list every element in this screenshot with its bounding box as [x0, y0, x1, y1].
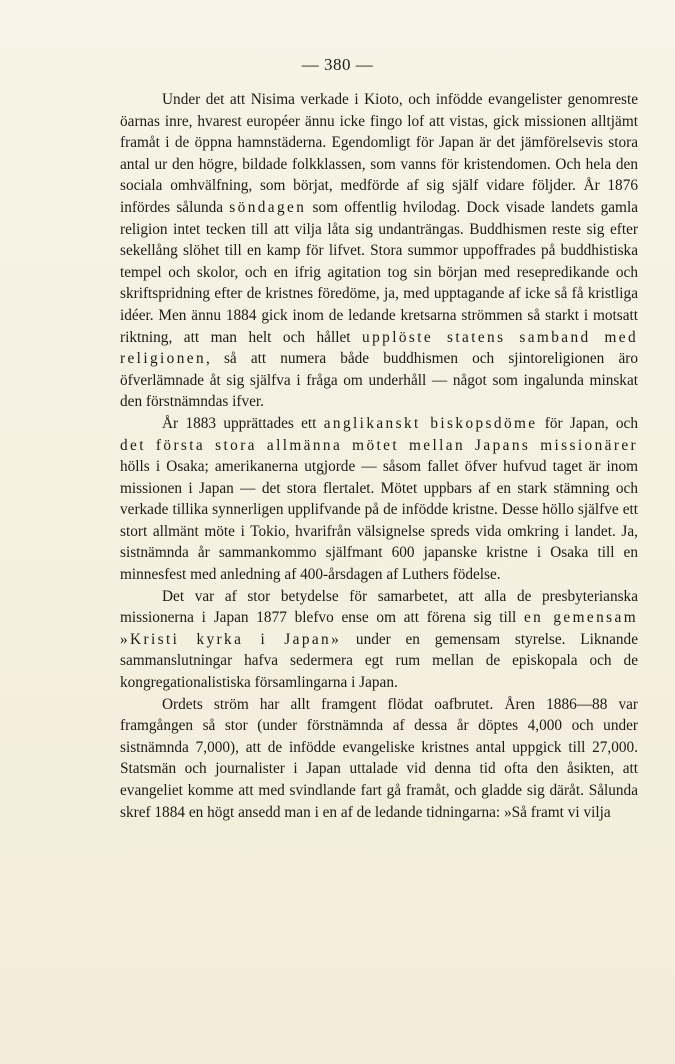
- paragraph-2: [120, 413, 638, 586]
- emphasized-text: det första stora allmänna mötet mellan Japans missionärer: [120, 436, 638, 454]
- text-segment: Ordets ström har allt framgent flödat oafbrutet. Åren 1886—88 var framgången så stor (under förstnämnda af dessa år döptes 4,000 och under sistnämnda 7,000), att de infödde evangeliske kristnes antal uppgick till 27,000. Statsmän och journalister i Japan uttalade vid denna tid ofta den åsikten, att evangeliet komme att med svindlande fart gå framåt, och gladde sig däråt. Sålunda skref 1884 en högt ansedd man i en af de ledande tidningarna: »Så framt vi vilja: [120, 695, 638, 821]
- text-segment: för Japan, och: [537, 414, 638, 432]
- text-segment: hölls i Osaka; amerikanerna utgjorde — såsom fallet öfver hufvud taget är inom missionen i Japan — det stora flertalet. Mötet uppbars af en stark stämning och verkade tillika synnerligen upplifvande på de infödde kristne. Desse höllo själfve ett stort allmänt möte i Tokio, hvarifrån välsignelse spreds vida omkring i landet. Ja, sistnämnda år sammankommo själfmant 600 japanske kristne i Osaka till en minnesfest med anledning af 400-årsdagen af Luthers födelse.: [120, 458, 638, 584]
- text-segment: År 1883 upprättades ett: [162, 414, 324, 432]
- text-segment: Det var af stor betydelse för samarbetet, att alla de presbyterianska missionerna i Japan 1877 blefvo ense om att förena sig till: [120, 587, 638, 627]
- emphasized-text: söndagen: [229, 198, 307, 216]
- text-segment: , så att numera både buddhismen och sjintoreligionen äro öfverlämnade åt sig själfva i fråga om underhåll — något som ingalunda minskat den förstnämndas ifver.: [120, 350, 638, 411]
- emphasized-text: anglikanskt biskopsdöme: [323, 414, 538, 432]
- body-text: [120, 89, 638, 823]
- page-number: — 380 —: [301, 55, 374, 74]
- paragraph-4: [120, 694, 638, 824]
- emphasized-text: en gemensam »Kristi kyrka i Japan»: [120, 609, 638, 648]
- text-segment: under en gemensam styrelse. Liknande sammanslutningar hafva sedermera egt rum mellan de episkopala och de kongregationalistiska församlingarna i Japan.: [120, 630, 638, 692]
- paragraph-1: [120, 89, 638, 413]
- paragraph-3: [120, 586, 638, 694]
- emphasized-text: upplöste statens samband med religionen: [120, 328, 638, 368]
- text-segment: Under det att Nisima verkade i Kioto, och infödde evangelister genomreste öarnas inre, hvarest européer ännu icke fingo lof att vistas, gick missionen alltjämt framåt i de öppna hamnstäderna. Egendomligt för Japan är det jämförelsevis stora antal ur den högre, bildade folkklassen, som vanns för kristendomen. Och hela den sociala omhvälfning, som börjat, medförde af sig själf vidare följder. År 1876 infördes sålunda: [120, 91, 638, 216]
- text-segment: som offentlig hvilodag. Dock visade landets gamla religion intet tecken till att vilja låta sig undanträngas. Buddhismen reste sig efter sekellång slöhet till en kamp för lifvet. Stora summor uppoffrades på buddhistiska tempel och skolor, och en ifrig agitation tog sin början med resepredikande och skriftspridning efter de kristnes föredöme, ja, med upptagande af icke så få kristliga idéer. Men ännu 1884 gick inom de ledande kretsarna strömmen så starkt i motsatt riktning, att man helt och hållet: [120, 198, 638, 346]
